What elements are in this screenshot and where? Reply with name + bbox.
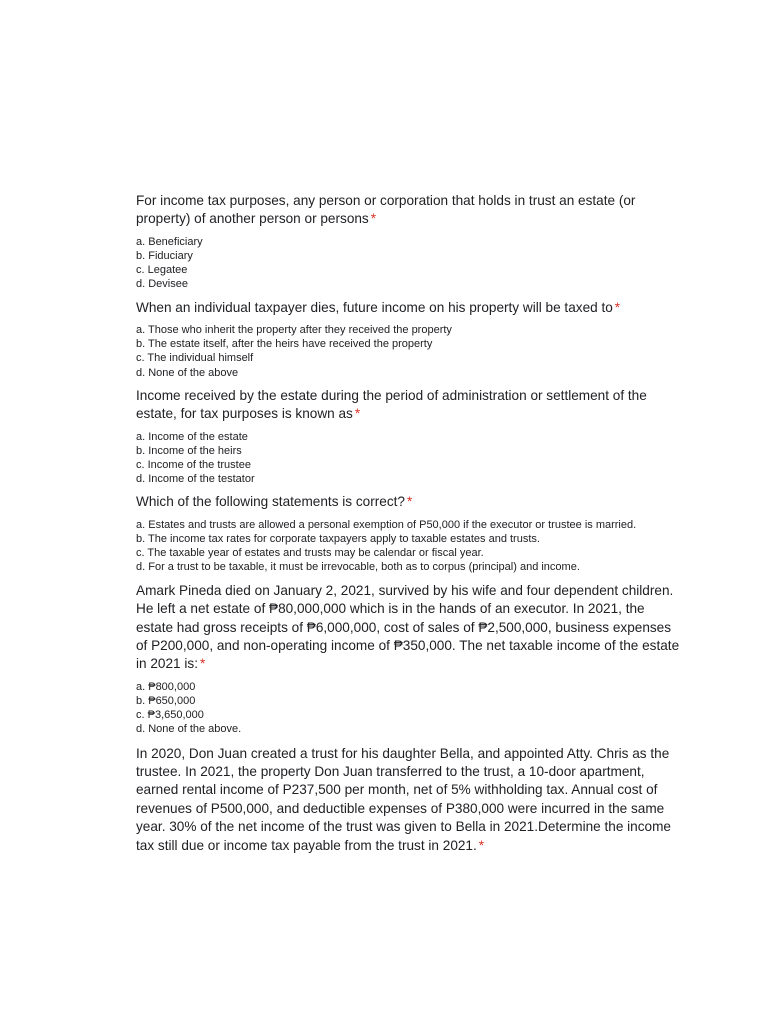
question-2: [136, 299, 684, 380]
option-b[interactable]: b. The income tax rates for corporate taxpayers apply to taxable estates and trusts.: [136, 533, 540, 546]
option-d[interactable]: d. Devisee: [136, 278, 188, 291]
question-text: When an individual taxpayer dies, future income on his property will be taxed to *: [136, 299, 621, 315]
option-d[interactable]: d. None of the above.: [136, 723, 242, 736]
option-c[interactable]: c. The taxable year of estates and trusts may be calendar or fiscal year.: [136, 547, 484, 560]
question-text: Which of the following statements is correct? *: [136, 494, 413, 510]
question-text: For income tax purposes, any person or corporation that holds in trust an estate (or property) of another person or persons *: [136, 193, 636, 227]
question-text: Income received by the estate during the period of administration or settlement of the estate, for tax purposes is known as *: [136, 387, 647, 422]
option-b[interactable]: b. Income of the heirs: [136, 444, 242, 457]
option-a[interactable]: a. Those who inherit the property after they received the property: [136, 324, 452, 337]
option-a[interactable]: a. Income of the estate: [136, 430, 248, 443]
option-list: [136, 323, 684, 380]
question-text: Amark Pineda died on January 2, 2021, survived by his wife and four dependent children. He left a net estate of ₱80,000,000 which is in the hands of an executor. In 2021, the estate had gross receipts of ₱6,000,000, cost of sales of ₱2,500,000, business expenses of P200,000, and non-operating income of ₱350,000. The net taxable income of the estate in 2021 is: *: [136, 582, 680, 672]
required-mark: *: [478, 837, 485, 853]
option-a[interactable]: a. Beneficiary: [136, 235, 203, 248]
question-3: [136, 387, 684, 487]
option-a[interactable]: a. ₱800,000: [136, 680, 196, 693]
option-b[interactable]: b. Fiduciary: [136, 250, 193, 263]
option-d[interactable]: d. For a trust to be taxable, it must be irrevocable, both as to corpus (principal) and income.: [136, 561, 580, 574]
option-list: [136, 518, 684, 575]
option-c[interactable]: c. The individual himself: [136, 352, 254, 365]
option-list: [136, 680, 684, 737]
option-c[interactable]: c. Income of the trustee: [136, 459, 251, 472]
option-c[interactable]: c. Legatee: [136, 264, 188, 277]
question-4: [136, 493, 684, 574]
option-d[interactable]: d. Income of the testator: [136, 473, 255, 486]
option-c[interactable]: c. ₱3,650,000: [136, 709, 204, 722]
option-a[interactable]: a. Estates and trusts are allowed a personal exemption of P50,000 if the executor or trustee is married.: [136, 518, 637, 531]
question-text: In 2020, Don Juan created a trust for his daughter Bella, and appointed Atty. Chris as the trustee. In 2021, the property Don Juan transferred to the trust, a 10-door apartment, earned rental income of P237,500 per month, net of 5% withholding tax. Annual cost of revenues of P500,000, and deductible expenses of P380,000 were incurred in the same year. 30% of the net income of the trust was given to Bella in 2021.Determine the income tax still due or income tax payable from the trust in 2021. *: [136, 745, 671, 853]
question-1: [136, 192, 684, 292]
question-6: [136, 745, 684, 855]
required-mark: *: [354, 406, 361, 422]
required-mark: *: [614, 299, 621, 315]
required-mark: *: [406, 494, 413, 510]
question-5: [136, 582, 684, 737]
option-list: [136, 235, 684, 292]
option-b[interactable]: b. The estate itself, after the heirs have received the property: [136, 338, 433, 351]
quiz-page: [136, 192, 684, 855]
option-d[interactable]: d. None of the above: [136, 366, 239, 379]
option-b[interactable]: b. ₱650,000: [136, 694, 196, 707]
option-list: [136, 430, 684, 487]
required-mark: *: [199, 656, 206, 672]
required-mark: *: [370, 211, 377, 227]
